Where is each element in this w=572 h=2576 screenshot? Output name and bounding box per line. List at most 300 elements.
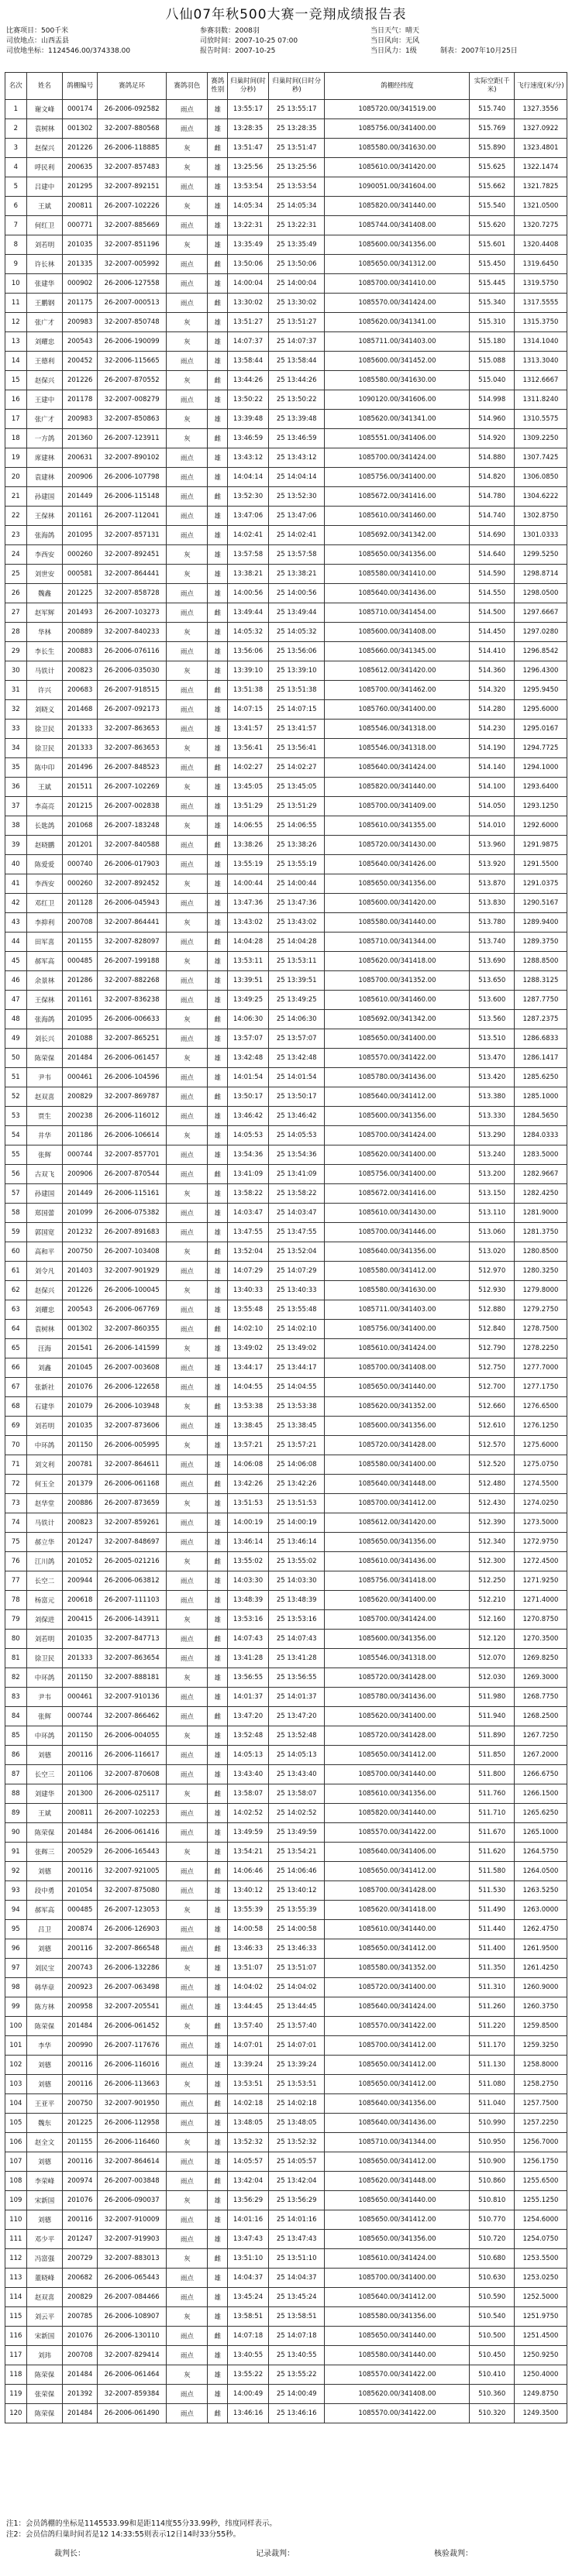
cell-speed: 1289.9400	[514, 913, 567, 933]
cell-distance: 515.540	[470, 197, 514, 216]
cell-color: 灰	[167, 1610, 208, 1630]
cell-coord: 1085620.00/341448.00	[325, 2172, 470, 2191]
cell-distance: 511.670	[470, 1823, 514, 1843]
cell-gender: 雄	[208, 274, 228, 294]
cell-distance: 513.330	[470, 1107, 514, 1126]
cell-distance: 512.520	[470, 1455, 514, 1475]
cell-arrive2: 25 13:47:06	[269, 507, 325, 526]
cell-arrive: 13:58:22	[227, 1184, 268, 1204]
cell-distance: 511.530	[470, 1881, 514, 1901]
results-table	[5, 72, 567, 2423]
cell-coord: 1085570.00/341422.00	[325, 2017, 470, 2036]
cell-distance: 510.590	[470, 2288, 514, 2307]
cell-rank: 28	[5, 623, 27, 642]
cell-arrive: 13:53:11	[227, 952, 268, 971]
cell-arrive: 13:51:47	[227, 139, 268, 158]
cell-speed: 1292.6000	[514, 816, 567, 836]
cell-loft: 201449	[63, 487, 98, 507]
cell-loft: 201300	[63, 1784, 98, 1804]
cell-loft: 200116	[63, 2056, 98, 2075]
meta-left	[6, 26, 130, 57]
cell-name: 徐卫民	[26, 720, 63, 739]
cell-distance: 511.490	[470, 1901, 514, 1920]
table-row	[5, 1552, 567, 1571]
cell-gender: 雄	[208, 1591, 228, 1610]
cell-loft: 201511	[63, 778, 98, 797]
cell-coord: 1085650.00/341356.00	[325, 2230, 470, 2249]
cell-name: 刘民宝	[26, 1959, 63, 1978]
cell-arrive: 14:05:53	[227, 1126, 268, 1145]
cell-arrive2: 25 13:55:19	[269, 855, 325, 874]
cell-loft: 201226	[63, 371, 98, 390]
cell-coord: 1085650.00/341412.00	[325, 2056, 470, 2075]
cell-rank: 101	[5, 2036, 27, 2056]
cell-loft: 200116	[63, 2210, 98, 2230]
cell-ring: 32-2007-910136	[98, 1688, 167, 1707]
cell-coord: 1085756.00/341400.00	[325, 119, 470, 139]
cell-gender: 雄	[208, 2269, 228, 2288]
cell-speed: 1254.0750	[514, 2230, 567, 2249]
cell-arrive2: 25 13:56:29	[269, 2191, 325, 2210]
cell-coord: 1085600.00/341408.00	[325, 623, 470, 642]
table-row	[5, 352, 567, 371]
cell-name: 陈爱爱	[26, 855, 63, 874]
cell-arrive: 13:55:19	[227, 855, 268, 874]
cell-ring: 26-2006-045943	[98, 894, 167, 913]
cell-color: 灰	[167, 2365, 208, 2385]
cell-distance: 515.180	[470, 332, 514, 352]
cell-speed: 1266.6750	[514, 1765, 567, 1784]
cell-loft: 201484	[63, 2404, 98, 2423]
cell-ring: 26-2007-123053	[98, 1901, 167, 1920]
cell-loft: 201335	[63, 255, 98, 274]
cell-coord: 1085580.00/341412.00	[325, 1262, 470, 1281]
cell-name: 刘德	[26, 1746, 63, 1765]
cell-distance: 511.580	[470, 1862, 514, 1881]
cell-distance: 513.920	[470, 855, 514, 874]
cell-arrive2: 25 13:51:10	[269, 2249, 325, 2269]
cell-speed: 1269.8250	[514, 1649, 567, 1668]
cell-arrive2: 25 14:06:55	[269, 816, 325, 836]
table-row	[5, 1436, 567, 1455]
cell-color: 灰	[167, 1668, 208, 1688]
cell-speed: 1250.9250	[514, 2346, 567, 2365]
cell-color: 雨点	[167, 2210, 208, 2230]
cell-loft: 201095	[63, 526, 98, 545]
cell-distance: 515.088	[470, 352, 514, 371]
cell-arrive: 14:04:02	[227, 1978, 268, 1997]
cell-name: 邓红卫	[26, 894, 63, 913]
cell-arrive2: 25 13:57:58	[269, 545, 325, 565]
cell-rank: 40	[5, 855, 27, 874]
cell-rank: 41	[5, 874, 27, 894]
cell-rank: 55	[5, 1145, 27, 1165]
table-row	[5, 1455, 567, 1475]
table-row	[5, 1068, 567, 1087]
cell-color: 灰	[167, 739, 208, 758]
cell-name: 刘德	[26, 1862, 63, 1881]
cell-arrive2: 25 13:25:56	[269, 158, 325, 177]
cell-rank: 45	[5, 952, 27, 971]
cell-arrive: 13:49:25	[227, 991, 268, 1010]
cell-gender: 雄	[208, 1262, 228, 1281]
cell-arrive2: 25 13:53:16	[269, 1610, 325, 1630]
cell-arrive: 13:44:45	[227, 1997, 268, 2017]
cell-speed: 1282.9667	[514, 1165, 567, 1184]
cell-loft: 200682	[63, 2269, 98, 2288]
cell-name: 陈荣保	[26, 1049, 63, 1068]
cell-coord: 1085700.00/341409.00	[325, 797, 470, 816]
cell-coord: 1085620.00/341400.00	[325, 1145, 470, 1165]
cell-ring: 26-2006-005995	[98, 1436, 167, 1455]
cell-gender: 雄	[208, 739, 228, 758]
cell-arrive2: 25 13:38:21	[269, 565, 325, 584]
cell-speed: 1288.8500	[514, 952, 567, 971]
cell-ring: 26-2006-126903	[98, 1920, 167, 1939]
cell-distance: 515.890	[470, 139, 514, 158]
cell-rank: 111	[5, 2230, 27, 2249]
cell-gender: 雄	[208, 1688, 228, 1707]
cell-loft: 000771	[63, 216, 98, 235]
cell-name: 王保林	[26, 991, 63, 1010]
cell-loft: 201295	[63, 177, 98, 197]
table-row	[5, 1746, 567, 1765]
cell-coord: 1085612.00/341420.00	[325, 1513, 470, 1533]
cell-coord: 1085744.00/341408.00	[325, 216, 470, 235]
cell-color: 雨点	[167, 2269, 208, 2288]
cell-arrive: 14:06:30	[227, 1010, 268, 1029]
cell-color: 雨点	[167, 2152, 208, 2172]
cell-rank: 103	[5, 2075, 27, 2094]
cell-gender: 雄	[208, 2133, 228, 2152]
cell-color: 灰	[167, 1959, 208, 1978]
cell-name: 张广才	[26, 410, 63, 429]
cell-color: 雨点	[167, 2036, 208, 2056]
cell-distance: 512.750	[470, 1358, 514, 1378]
cell-gender: 雄	[208, 584, 228, 603]
cell-arrive: 13:55:48	[227, 1300, 268, 1320]
cell-color: 雨点	[167, 1417, 208, 1436]
cell-coord: 1085756.00/341400.00	[325, 1320, 470, 1339]
table-row	[5, 197, 567, 216]
cell-arrive: 14:07:29	[227, 1262, 268, 1281]
cell-arrive: 13:38:26	[227, 836, 268, 855]
cell-arrive: 14:00:19	[227, 1513, 268, 1533]
cell-arrive: 14:02:10	[227, 1320, 268, 1339]
cell-ring: 32-2007-885669	[98, 216, 167, 235]
cell-rank: 19	[5, 448, 27, 468]
header-color: 赛鸽羽色	[167, 73, 208, 100]
cell-name: 马铁计	[26, 661, 63, 681]
cell-name: 段中勇	[26, 1881, 63, 1901]
table-row	[5, 2075, 567, 2094]
cell-name: 李华	[26, 2036, 63, 2056]
cell-coord: 1085620.00/341418.00	[325, 1901, 470, 1920]
cell-arrive: 14:02:52	[227, 1804, 268, 1823]
cell-ring: 32-2007-205541	[98, 1997, 167, 2017]
table-row	[5, 1378, 567, 1397]
cell-name: 王建中	[26, 390, 63, 410]
table-row	[5, 2094, 567, 2114]
cell-gender: 雄	[208, 235, 228, 255]
cell-arrive2: 25 14:01:54	[269, 1068, 325, 1087]
cell-speed: 1319.6450	[514, 255, 567, 274]
cell-arrive2: 25 13:47:43	[269, 2230, 325, 2249]
cell-ring: 26-2006-106614	[98, 1126, 167, 1145]
cell-coord: 1085600.00/341356.00	[325, 1417, 470, 1436]
cell-coord: 1085620.00/341341.00	[325, 410, 470, 429]
cell-arrive2: 25 13:52:32	[269, 2133, 325, 2152]
cell-coord: 1085600.00/341420.00	[325, 894, 470, 913]
table-row	[5, 991, 567, 1010]
cell-rank: 115	[5, 2307, 27, 2327]
cell-loft: 200708	[63, 2346, 98, 2365]
cell-loft: 000174	[63, 100, 98, 119]
cell-color: 灰	[167, 158, 208, 177]
cell-arrive: 13:43:12	[227, 448, 268, 468]
cell-coord: 1085610.00/341424.00	[325, 1339, 470, 1358]
cell-coord: 1085720.00/341428.00	[325, 1726, 470, 1746]
cell-loft: 201035	[63, 1417, 98, 1436]
table-row	[5, 1145, 567, 1165]
cell-arrive2: 25 14:01:16	[269, 2210, 325, 2230]
table-row	[5, 1939, 567, 1959]
table-row	[5, 1107, 567, 1126]
cell-gender: 雄	[208, 816, 228, 836]
cell-loft: 200829	[63, 1087, 98, 1107]
table-row	[5, 390, 567, 410]
cell-color: 雨点	[167, 1823, 208, 1843]
cell-rank: 73	[5, 1494, 27, 1513]
cell-gender: 雌	[208, 1397, 228, 1417]
cell-arrive2: 25 13:49:25	[269, 991, 325, 1010]
cell-rank: 60	[5, 1242, 27, 1262]
cell-ring: 26-2007-199188	[98, 952, 167, 971]
cell-name: 宋新国	[26, 2327, 63, 2346]
cell-distance: 514.010	[470, 816, 514, 836]
cell-distance: 512.160	[470, 1610, 514, 1630]
cell-speed: 1295.0167	[514, 720, 567, 739]
table-row	[5, 816, 567, 836]
cell-arrive2: 25 14:05:32	[269, 623, 325, 642]
cell-distance: 512.300	[470, 1552, 514, 1571]
cell-rank: 119	[5, 2385, 27, 2404]
cell-color: 雨点	[167, 507, 208, 526]
cell-ring: 26-2006-122658	[98, 1378, 167, 1397]
cell-gender: 雄	[208, 894, 228, 913]
cell-name: 王保林	[26, 507, 63, 526]
cell-loft: 201150	[63, 1726, 98, 1746]
cell-color: 灰	[167, 1843, 208, 1862]
cell-coord: 1085780.00/341436.00	[325, 1688, 470, 1707]
cell-gender: 雄	[208, 700, 228, 720]
cell-ring: 32-2007-857701	[98, 1145, 167, 1165]
cell-coord: 1085570.00/341422.00	[325, 1823, 470, 1843]
cell-ring: 26-2007-873659	[98, 1494, 167, 1513]
cell-name: 赵华堂	[26, 1494, 63, 1513]
cell-loft: 200631	[63, 448, 98, 468]
cell-name: 赵全文	[26, 2133, 63, 2152]
cell-rank: 52	[5, 1087, 27, 1107]
cell-gender: 雄	[208, 1378, 228, 1397]
made-date: 制表：2007年10月25日	[440, 47, 518, 55]
cell-arrive2: 25 13:54:21	[269, 1843, 325, 1862]
cell-arrive2: 25 14:07:15	[269, 700, 325, 720]
cell-color: 灰	[167, 2017, 208, 2036]
cell-coord: 1085700.00/341410.00	[325, 274, 470, 294]
cell-arrive: 13:35:49	[227, 235, 268, 255]
cell-color: 灰	[167, 2307, 208, 2327]
cell-loft: 200238	[63, 1107, 98, 1126]
cell-ring: 32-2007-847713	[98, 1630, 167, 1649]
cell-gender: 雌	[208, 1165, 228, 1184]
cell-rank: 38	[5, 816, 27, 836]
cell-arrive2: 25 13:39:51	[269, 971, 325, 991]
cell-gender: 雄	[208, 952, 228, 971]
cell-coord: 1085640.00/341436.00	[325, 2114, 470, 2133]
cell-distance: 514.140	[470, 758, 514, 778]
cell-arrive: 13:51:10	[227, 2249, 268, 2269]
cell-rank: 65	[5, 1339, 27, 1358]
cell-loft: 200906	[63, 468, 98, 487]
table-row	[5, 313, 567, 332]
cell-arrive2: 25 13:43:02	[269, 913, 325, 933]
cell-coord: 1085610.00/341355.00	[325, 816, 470, 836]
participant-count: 参赛羽数：2008羽	[200, 27, 260, 35]
cell-arrive: 13:44:26	[227, 371, 268, 390]
table-row	[5, 1513, 567, 1533]
cell-distance: 514.998	[470, 390, 514, 410]
cell-color: 雨点	[167, 1107, 208, 1126]
header-arrive: 归巢时间(时分秒)	[227, 73, 268, 100]
cell-arrive: 14:00:44	[227, 874, 268, 894]
cell-color: 灰	[167, 1242, 208, 1262]
cell-ring: 26-2006-076116	[98, 642, 167, 661]
cell-color: 雨点	[167, 2327, 208, 2346]
cell-arrive2: 25 14:00:44	[269, 874, 325, 894]
cell-gender: 雄	[208, 1843, 228, 1862]
cell-speed: 1291.9875	[514, 836, 567, 855]
table-row	[5, 933, 567, 952]
cell-arrive2: 25 13:57:21	[269, 1436, 325, 1455]
table-row	[5, 894, 567, 913]
cell-arrive2: 25 14:02:10	[269, 1320, 325, 1339]
table-row	[5, 1533, 567, 1552]
table-row	[5, 661, 567, 681]
cell-coord: 1085650.00/341412.00	[325, 2210, 470, 2230]
cell-color: 雨点	[167, 758, 208, 778]
cell-name: 刘文利	[26, 1455, 63, 1475]
cell-rank: 86	[5, 1746, 27, 1765]
wind-direction: 当日风向：无风	[370, 37, 420, 45]
cell-color: 雨点	[167, 584, 208, 603]
cell-arrive: 13:55:22	[227, 2365, 268, 2385]
cell-color: 灰	[167, 235, 208, 255]
cell-arrive: 13:52:04	[227, 1242, 268, 1262]
cell-rank: 50	[5, 1049, 27, 1068]
cell-coord: 1085700.00/341446.00	[325, 1223, 470, 1242]
cell-arrive2: 25 13:50:17	[269, 1087, 325, 1107]
cell-gender: 雄	[208, 720, 228, 739]
table-row	[5, 1997, 567, 2017]
cell-distance: 515.625	[470, 158, 514, 177]
cell-coord: 1085700.00/341424.00	[325, 1126, 470, 1145]
cell-coord: 1085710.00/341454.00	[325, 603, 470, 623]
cell-name: 王斌	[26, 197, 63, 216]
header-loft: 鸽棚编号	[63, 73, 98, 100]
cell-coord: 1085692.00/341342.00	[325, 1010, 470, 1029]
cell-ring: 26-2006-092582	[98, 100, 167, 119]
cell-loft: 200785	[63, 2307, 98, 2327]
cell-loft: 200889	[63, 623, 98, 642]
cell-color: 灰	[167, 1049, 208, 1068]
report-time: 报告时间：2007-10-25	[200, 47, 276, 55]
cell-arrive2: 25 13:44:26	[269, 371, 325, 390]
cell-ring: 26-2006-100045	[98, 1281, 167, 1300]
cell-arrive2: 25 13:46:59	[269, 429, 325, 448]
cell-coord: 1085710.00/341344.00	[325, 933, 470, 952]
cell-speed: 1286.6833	[514, 1029, 567, 1049]
table-row	[5, 1804, 567, 1823]
cell-rank: 20	[5, 468, 27, 487]
cell-color: 雨点	[167, 1378, 208, 1397]
cell-distance: 513.740	[470, 933, 514, 952]
cell-rank: 104	[5, 2094, 27, 2114]
cell-gender: 雄	[208, 119, 228, 139]
cell-distance: 512.030	[470, 1668, 514, 1688]
cell-loft: 000740	[63, 855, 98, 874]
cell-speed: 1263.5250	[514, 1881, 567, 1901]
cell-arrive: 13:50:22	[227, 390, 268, 410]
cell-color: 灰	[167, 565, 208, 584]
table-row	[5, 1765, 567, 1784]
cell-arrive2: 25 14:02:52	[269, 1804, 325, 1823]
cell-name: 郝军高	[26, 1901, 63, 1920]
table-row	[5, 778, 567, 797]
cell-color: 雨点	[167, 468, 208, 487]
table-row	[5, 1920, 567, 1939]
cell-name: 何玉全	[26, 1475, 63, 1494]
cell-rank: 84	[5, 1707, 27, 1726]
cell-distance: 513.600	[470, 991, 514, 1010]
cell-arrive2: 25 13:46:14	[269, 1533, 325, 1552]
cell-speed: 1263.0000	[514, 1901, 567, 1920]
cell-arrive: 13:46:33	[227, 1939, 268, 1959]
cell-arrive: 13:39:51	[227, 971, 268, 991]
cell-color: 雨点	[167, 1630, 208, 1649]
cell-distance: 513.380	[470, 1087, 514, 1107]
cell-ring: 32-2007-857131	[98, 526, 167, 545]
cell-ring: 26-2007-112041	[98, 507, 167, 526]
cell-rank: 89	[5, 1804, 27, 1823]
cell-speed: 1256.7000	[514, 2133, 567, 2152]
table-row	[5, 1862, 567, 1881]
cell-rank: 92	[5, 1862, 27, 1881]
cell-arrive: 13:53:16	[227, 1610, 268, 1630]
cell-arrive: 13:57:58	[227, 545, 268, 565]
cell-speed: 1251.4500	[514, 2327, 567, 2346]
cell-ring: 26-2007-103408	[98, 1242, 167, 1262]
cell-loft: 201186	[63, 1126, 98, 1145]
cell-color: 灰	[167, 545, 208, 565]
cell-arrive2: 25 14:04:14	[269, 468, 325, 487]
cell-rank: 26	[5, 584, 27, 603]
cell-gender: 雄	[208, 332, 228, 352]
cell-coord: 1085650.00/341412.00	[325, 1746, 470, 1765]
cell-distance: 511.040	[470, 2094, 514, 2114]
cell-ring: 26-2007-918515	[98, 681, 167, 700]
cell-gender: 雄	[208, 1823, 228, 1843]
